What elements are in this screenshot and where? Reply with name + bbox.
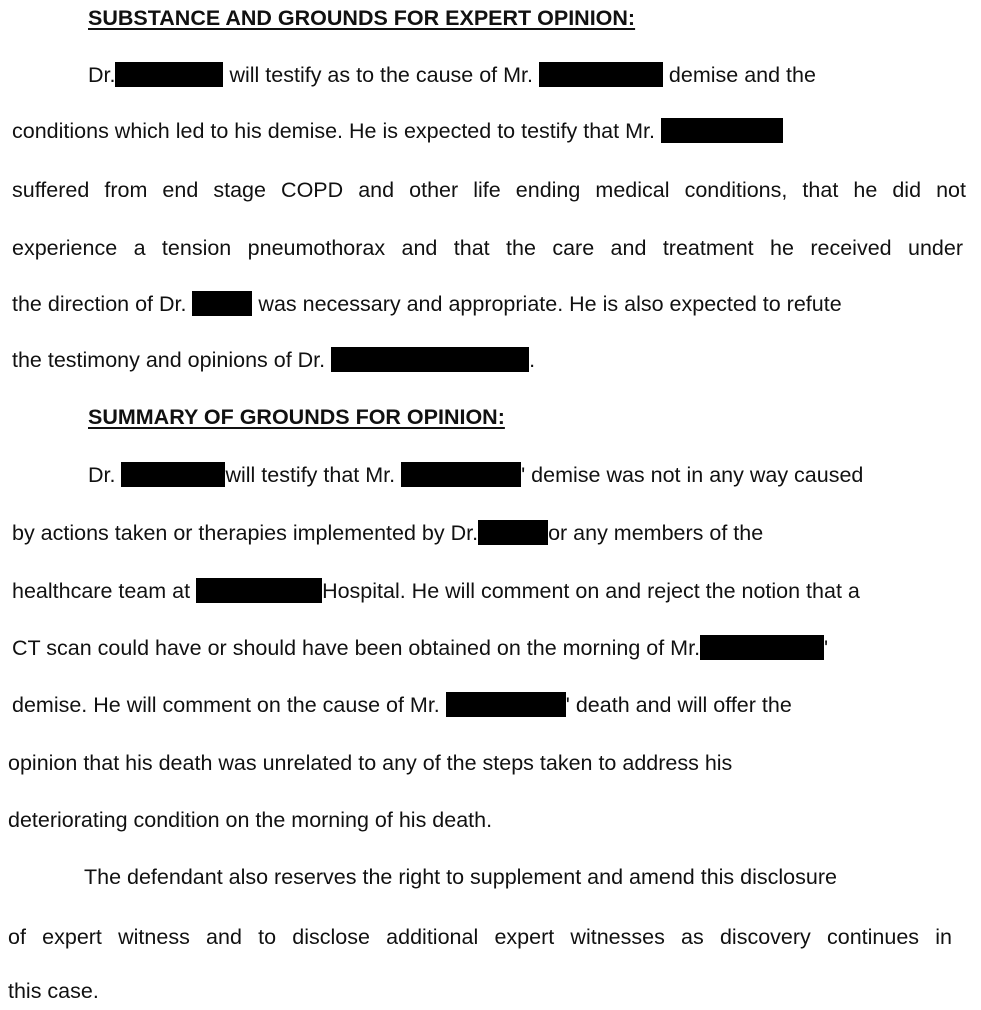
text-run: Dr. [88, 63, 116, 87]
text-run: ' [824, 636, 829, 660]
paragraph-line [12, 690, 912, 720]
redaction-box [700, 635, 824, 660]
paragraph-line: experience a tension pneumothorax and that the care and treatment he received under [12, 236, 963, 260]
paragraph-line [12, 633, 952, 663]
text-run: will testify as to the cause of Mr. [223, 63, 539, 87]
redaction-box [196, 578, 322, 603]
text-run: or any members of the [548, 521, 764, 545]
text-run: Hospital. He will comment on and reject the notion that a [322, 579, 860, 603]
text-run: the direction of Dr. [12, 292, 193, 316]
text-run: Dr. [88, 463, 122, 487]
heading-summary: SUMMARY OF GROUNDS FOR OPINION: [88, 405, 505, 429]
redaction-box [539, 62, 663, 87]
paragraph-line [12, 576, 972, 606]
paragraph-line: opinion that his death was unrelated to any of the steps taken to address his [8, 751, 733, 775]
paragraph-line: this case. [8, 979, 99, 1003]
redaction-box [331, 347, 529, 372]
text-run: will testify that Mr. [225, 463, 402, 487]
paragraph-line [12, 345, 632, 375]
text-run: demise. He will comment on the cause of Mr. [12, 693, 446, 717]
heading-substance: SUBSTANCE AND GROUNDS FOR EXPERT OPINION: [88, 6, 636, 30]
text-run: conditions which led to his demise. He is expected to testify that Mr. [12, 119, 661, 143]
redaction-box [121, 462, 225, 487]
text-run: ' demise was not in any way caused [521, 463, 864, 487]
text-run: was necessary and appropriate. He is also expected to refute [252, 292, 842, 316]
text-run: demise and the [662, 63, 816, 87]
text-run: healthcare team at [12, 579, 197, 603]
text-run: . [529, 348, 536, 372]
text-run: the testimony and opinions of Dr. [12, 348, 332, 372]
paragraph-line: deteriorating condition on the morning of his death. [8, 808, 493, 832]
text-run: by actions taken or therapies implemented by Dr. [12, 521, 479, 545]
paragraph-line: The defendant also reserves the right to supplement and amend this disclosure [84, 865, 837, 889]
text-run: ' death and will offer the [565, 693, 792, 717]
paragraph-line [88, 60, 898, 90]
paragraph-line [12, 518, 892, 548]
redaction-box [446, 692, 566, 717]
redaction-box [478, 520, 548, 545]
paragraph-line [12, 289, 962, 319]
redaction-box [192, 291, 252, 316]
redaction-box [401, 462, 521, 487]
paragraph-line: of expert witness and to disclose additional expert witnesses as discovery continues in [8, 925, 952, 949]
paragraph-line: suffered from end stage COPD and other life ending medical conditions, that he did not [12, 178, 966, 202]
paragraph-line [12, 116, 902, 146]
text-run: CT scan could have or should have been obtained on the morning of Mr. [12, 636, 701, 660]
paragraph-line [88, 460, 958, 490]
redaction-box [115, 62, 223, 87]
redaction-box [661, 118, 783, 143]
